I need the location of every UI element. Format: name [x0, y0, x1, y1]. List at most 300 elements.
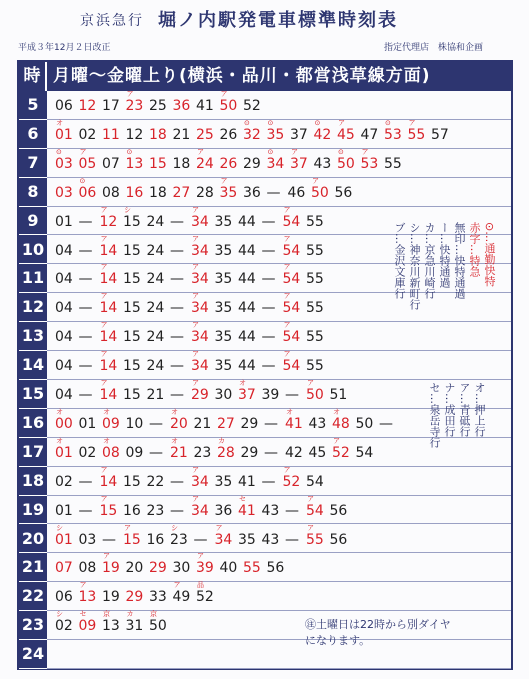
departure-time [149, 96, 167, 117]
departure-time [79, 96, 97, 117]
departure-time [285, 407, 303, 435]
departure-time [266, 147, 285, 175]
train-type-mark: ア [338, 118, 345, 127]
departure-time [55, 472, 73, 493]
departure-time [191, 350, 209, 377]
departure-time [313, 118, 332, 146]
departure-time [149, 610, 167, 637]
train-type-mark: ア [100, 350, 108, 359]
train-type-mark: シ [171, 523, 178, 532]
departure-time [285, 443, 303, 464]
train-type-mark: ⊙ [314, 118, 321, 127]
departure-time [306, 379, 324, 406]
departure-minute: 41 [238, 502, 256, 519]
train-type-mark: ア [100, 234, 108, 243]
departure-minute: 34 [191, 213, 209, 230]
departure-minute: 08 [78, 560, 97, 577]
train-type-mark: 京 [103, 610, 110, 619]
departure-minute: 02 [78, 126, 97, 143]
departure-minute: 07 [102, 155, 120, 172]
departure-minute: 52 [196, 589, 214, 606]
departure-time [306, 494, 324, 522]
legend-item: ナ…成田行 [443, 382, 456, 437]
dash-cell [170, 298, 184, 319]
departure-time [191, 205, 209, 233]
train-type-mark: ⊙ [267, 147, 274, 156]
departure-minute: 36 [214, 502, 233, 519]
departure-time [215, 385, 233, 406]
hour-label: 21 [19, 553, 47, 582]
dash-cell [79, 356, 93, 377]
departure-minute: 01 [55, 213, 73, 230]
train-type-mark: ア [100, 292, 108, 301]
departure-minute: 13 [125, 155, 144, 172]
departure-time [360, 147, 379, 175]
departure-minute: 14 [99, 329, 118, 346]
hour-label: 13 [19, 322, 47, 351]
dash-cell [79, 472, 93, 493]
departure-time [361, 125, 379, 146]
departure-time [78, 147, 97, 175]
train-type-mark: ア [79, 581, 87, 590]
departure-time [99, 205, 118, 233]
departure-time [214, 523, 233, 551]
departure-minute: — [264, 415, 278, 432]
departure-time [262, 501, 280, 522]
departure-minute: 34 [214, 531, 233, 548]
departure-time [330, 385, 348, 406]
departure-minute: 24 [146, 213, 165, 230]
departure-minute: — [78, 358, 93, 375]
train-type-mark: ア [283, 465, 291, 474]
departure-minute: 15 [123, 358, 141, 375]
departure-minute: 43 [313, 155, 332, 172]
departure-time [191, 263, 209, 290]
departure-minute: — [285, 531, 299, 548]
train-type-mark: ア [100, 465, 108, 474]
departure-time [191, 494, 209, 522]
dash-cell [170, 501, 184, 522]
departure-minute: 13 [102, 618, 120, 635]
departure-minute: 01 [78, 415, 97, 432]
departure-minute: 52 [282, 473, 301, 490]
departure-time [238, 472, 256, 493]
table-row [47, 525, 511, 554]
departure-time [55, 118, 73, 146]
departure-minute: 21 [146, 387, 165, 403]
departure-time [306, 241, 324, 262]
departure-minute: — [102, 531, 116, 548]
departure-time [55, 241, 73, 262]
departure-time [282, 263, 301, 290]
departure-minute: 41 [285, 415, 303, 432]
departure-minute: 42 [313, 126, 332, 143]
departure-minute: 29 [191, 387, 209, 403]
departure-minute: 14 [99, 271, 118, 288]
departure-minute: 55 [306, 531, 324, 548]
departure-time [191, 321, 209, 348]
footnote-line-2: になります。 [305, 634, 371, 647]
departure-minute: 13 [78, 589, 97, 606]
departure-time [55, 269, 73, 290]
departure-time [55, 212, 73, 233]
departure-time [219, 90, 238, 117]
departure-minute: 33 [149, 589, 167, 606]
departure-time [238, 212, 256, 233]
legend-item: ア…青砥行 [458, 382, 471, 437]
departure-minute: 19 [102, 560, 120, 577]
departure-time [191, 465, 209, 493]
departure-time [170, 407, 188, 435]
departure-minute: 16 [146, 531, 165, 548]
dash-cell [262, 269, 276, 290]
departure-time [147, 472, 165, 493]
train-type-mark: ⊙ [244, 118, 250, 127]
train-type-mark: ア [312, 176, 319, 185]
departure-time [147, 356, 165, 377]
departure-time [194, 414, 212, 435]
departure-time [123, 356, 141, 377]
departure-time [215, 327, 233, 348]
dash-cell [102, 530, 116, 551]
departure-minute: — [170, 271, 184, 288]
dash-cell [79, 385, 93, 406]
departure-time [173, 183, 191, 204]
departure-time [290, 147, 308, 175]
departure-time [147, 501, 165, 522]
departure-minute: — [149, 444, 163, 461]
departure-minute: 24 [146, 271, 165, 288]
train-type-mark: ア [283, 205, 291, 214]
train-type-mark: ア [192, 205, 199, 214]
departure-minute: 02 [55, 473, 73, 490]
dash-cell [170, 212, 184, 233]
train-type-mark: シ [56, 610, 63, 619]
departure-minute: — [264, 444, 278, 461]
train-type-mark: オ [56, 407, 63, 416]
departure-minute: 11 [102, 126, 120, 143]
departure-time [123, 327, 141, 348]
departure-minute: 29 [240, 415, 259, 432]
train-type-mark: ア [283, 292, 291, 301]
train-type-mark: ア [100, 379, 108, 387]
departure-minute: 55 [306, 242, 324, 259]
departure-minute: 26 [219, 155, 238, 172]
departure-minute: 06 [55, 589, 73, 606]
departure-time [99, 350, 118, 377]
departure-minute: 54 [355, 444, 374, 461]
train-type-mark: 京 [150, 610, 157, 619]
departure-time [149, 183, 167, 204]
departure-minute: — [261, 358, 276, 375]
departure-time [55, 147, 73, 175]
train-type-mark: ア [192, 292, 199, 301]
footnote-line-1: ㊟土曜日は22時から別ダイヤ [305, 618, 451, 631]
departure-time [126, 414, 144, 435]
departure-minute: 31 [125, 618, 144, 635]
departure-minute: 55 [306, 213, 324, 230]
departure-minute: 06 [78, 184, 97, 201]
departure-time [238, 494, 256, 522]
train-type-mark: オ [171, 436, 178, 445]
train-type-mark: ア [307, 379, 314, 387]
departure-time [330, 501, 348, 522]
table-row [47, 351, 511, 380]
departure-time [220, 125, 238, 146]
train-type-mark: ア [79, 147, 87, 156]
departure-time [282, 205, 301, 233]
departure-minute: 15 [123, 300, 141, 317]
departure-minute: 50 [219, 98, 238, 114]
train-type-mark: ア [408, 118, 416, 127]
departure-minute: 44 [238, 271, 256, 288]
departure-minute: — [261, 473, 276, 490]
train-type-mark: ア [192, 321, 199, 330]
departure-time [126, 558, 144, 579]
departure-time [407, 118, 426, 146]
departure-minute: 03 [55, 155, 73, 172]
hour-label: 20 [19, 525, 47, 554]
departure-time [191, 379, 209, 406]
table-row [47, 120, 511, 149]
departure-minute: — [193, 531, 208, 548]
departure-time [147, 298, 165, 319]
footnote [305, 617, 451, 649]
departure-time [102, 552, 120, 579]
departure-time [288, 183, 306, 204]
departure-minute: 14 [99, 358, 118, 375]
departure-minute: 55 [306, 358, 324, 375]
dash-cell [79, 241, 93, 262]
departure-time [337, 118, 355, 146]
train-type-mark: オ [103, 436, 110, 445]
departure-minute: 18 [149, 126, 167, 143]
departure-minute: 00 [55, 415, 73, 432]
hour-label: 15 [19, 380, 47, 409]
departure-minute: 07 [55, 560, 73, 577]
departure-time [123, 472, 141, 493]
departure-minute: 39 [261, 387, 280, 403]
hour-label: 22 [19, 582, 47, 611]
departure-time [282, 350, 301, 377]
hour-label: 7 [19, 149, 47, 178]
departure-time [431, 125, 449, 146]
dash-cell [264, 443, 278, 464]
departure-minute: 29 [243, 155, 261, 172]
departure-minute: — [170, 473, 184, 490]
dash-cell [149, 443, 163, 464]
departure-time [79, 558, 97, 579]
departure-time [78, 610, 97, 637]
departure-minute: 27 [217, 415, 235, 432]
departure-time [356, 414, 374, 435]
train-type-mark: ア [220, 176, 228, 185]
train-type-mark: オ [286, 407, 293, 416]
table-row [47, 293, 511, 322]
agent-name: 指定代理店 株協和企画 [384, 43, 484, 53]
departure-time [125, 147, 144, 175]
departure-time [311, 176, 329, 204]
hour-header: 時 [19, 62, 47, 91]
departure-time [262, 530, 280, 551]
departure-time [123, 241, 141, 262]
departure-time [241, 443, 259, 464]
hour-label: 16 [19, 409, 47, 438]
departure-minute: 23 [146, 502, 165, 519]
departure-minute: 50 [149, 618, 167, 635]
departure-minute: — [170, 502, 184, 519]
departure-time [102, 610, 120, 637]
departure-time [55, 558, 73, 579]
departure-time [149, 587, 167, 608]
departure-minute: 12 [125, 126, 144, 143]
legend-item: 赤字…特急 [468, 222, 481, 277]
departure-time [147, 385, 165, 406]
departure-minute: — [78, 329, 93, 346]
departure-minute: 23 [193, 444, 212, 461]
departure-minute: 55 [407, 126, 426, 143]
departure-minute: 35 [238, 531, 256, 548]
departure-minute: 08 [102, 444, 120, 461]
departure-time [335, 183, 353, 204]
hour-label: 19 [19, 496, 47, 525]
departure-minute: 36 [243, 184, 261, 201]
departure-time [217, 414, 235, 435]
departure-minute: 35 [214, 213, 233, 230]
departure-minute: 41 [196, 98, 214, 114]
departure-minute: 34 [191, 502, 209, 519]
departure-time [123, 385, 141, 406]
departure-time [102, 183, 120, 204]
departure-minute: 35 [214, 473, 233, 490]
hour-label: 5 [19, 91, 47, 120]
departure-time [55, 298, 73, 319]
departure-time [191, 292, 209, 319]
departure-minute: 54 [306, 473, 324, 490]
table-row [47, 178, 511, 207]
departure-minute: 14 [99, 300, 118, 317]
departure-minute: — [78, 473, 93, 490]
departure-time [332, 436, 350, 464]
train-type-mark: オ [103, 407, 110, 416]
departure-time [215, 241, 233, 262]
departure-time [55, 327, 73, 348]
dash-cell [262, 212, 276, 233]
departure-minute: — [78, 271, 93, 288]
departure-time [238, 356, 256, 377]
departure-minute: 43 [261, 502, 280, 519]
departure-time [282, 321, 301, 348]
departure-minute: 09 [125, 444, 144, 461]
departure-time [99, 379, 118, 406]
departure-time [123, 298, 141, 319]
departure-time [55, 523, 73, 551]
departure-time [79, 414, 97, 435]
departure-time [215, 269, 233, 290]
departure-minute: 37 [238, 387, 256, 403]
train-type-mark: ア [126, 90, 134, 98]
departure-minute: 02 [55, 618, 73, 635]
departure-time [215, 212, 233, 233]
departure-minute: — [170, 213, 184, 230]
departure-minute: 44 [238, 213, 256, 230]
departure-time [194, 443, 212, 464]
train-type-mark: ア [124, 523, 131, 532]
departure-minute: 10 [125, 415, 144, 432]
train-type-mark: ア [283, 234, 291, 243]
departure-minute: — [78, 242, 93, 259]
departure-time [147, 241, 165, 262]
departure-minute: 56 [329, 502, 348, 519]
departure-time [55, 356, 73, 377]
departure-time [149, 558, 167, 579]
departure-minute: — [379, 415, 393, 432]
dash-cell [379, 414, 393, 435]
departure-minute: 55 [306, 271, 324, 288]
departure-time [196, 96, 214, 117]
dash-cell [264, 414, 278, 435]
departure-time [55, 183, 73, 204]
hour-label: 12 [19, 293, 47, 322]
departure-time [102, 96, 120, 117]
departure-time [149, 154, 167, 175]
departure-time [55, 385, 73, 406]
departure-time [262, 385, 280, 406]
departure-time [238, 379, 256, 406]
departure-minute: 45 [308, 444, 327, 461]
legend-item: 無印…快特通過 [453, 222, 466, 299]
departure-time [196, 125, 214, 146]
train-type-mark: ア [307, 523, 314, 532]
departure-minute: 35 [214, 300, 233, 317]
departure-time [79, 530, 97, 551]
departure-time [241, 414, 259, 435]
hour-column [19, 91, 47, 668]
train-type-mark: セ [239, 494, 246, 503]
departure-minute: 53 [360, 155, 379, 172]
departure-time [306, 269, 324, 290]
departure-minute: 04 [55, 329, 73, 346]
departure-minute: — [78, 502, 93, 519]
page-title: 堀ノ内駅発電車標準時刻表 [158, 10, 398, 31]
departure-time [306, 356, 324, 377]
departure-time [173, 96, 191, 117]
table-row [47, 553, 511, 582]
departure-minute: 37 [290, 126, 308, 143]
departure-minute: 34 [266, 155, 285, 172]
departure-minute: 04 [55, 300, 73, 317]
departure-time [282, 465, 301, 493]
departure-time [243, 183, 261, 204]
departure-time [215, 298, 233, 319]
departure-minute: 54 [282, 242, 301, 259]
train-type-mark: ア [100, 321, 108, 330]
train-type-mark: ア [283, 321, 291, 330]
departure-minute: 44 [238, 329, 256, 346]
departure-minute: 37 [290, 155, 308, 172]
train-type-mark: ア [307, 494, 314, 503]
legend-item: ー…快特通過 [438, 222, 451, 288]
departure-minute: 29 [125, 589, 144, 606]
departure-time [99, 465, 118, 493]
departure-minute: 16 [125, 184, 144, 201]
train-type-mark: ⊙ [56, 147, 62, 156]
departure-time [55, 610, 73, 637]
departure-time [384, 154, 402, 175]
departure-minute: 02 [78, 444, 97, 461]
departure-time [196, 147, 214, 175]
train-type-mark: シ [56, 523, 63, 532]
